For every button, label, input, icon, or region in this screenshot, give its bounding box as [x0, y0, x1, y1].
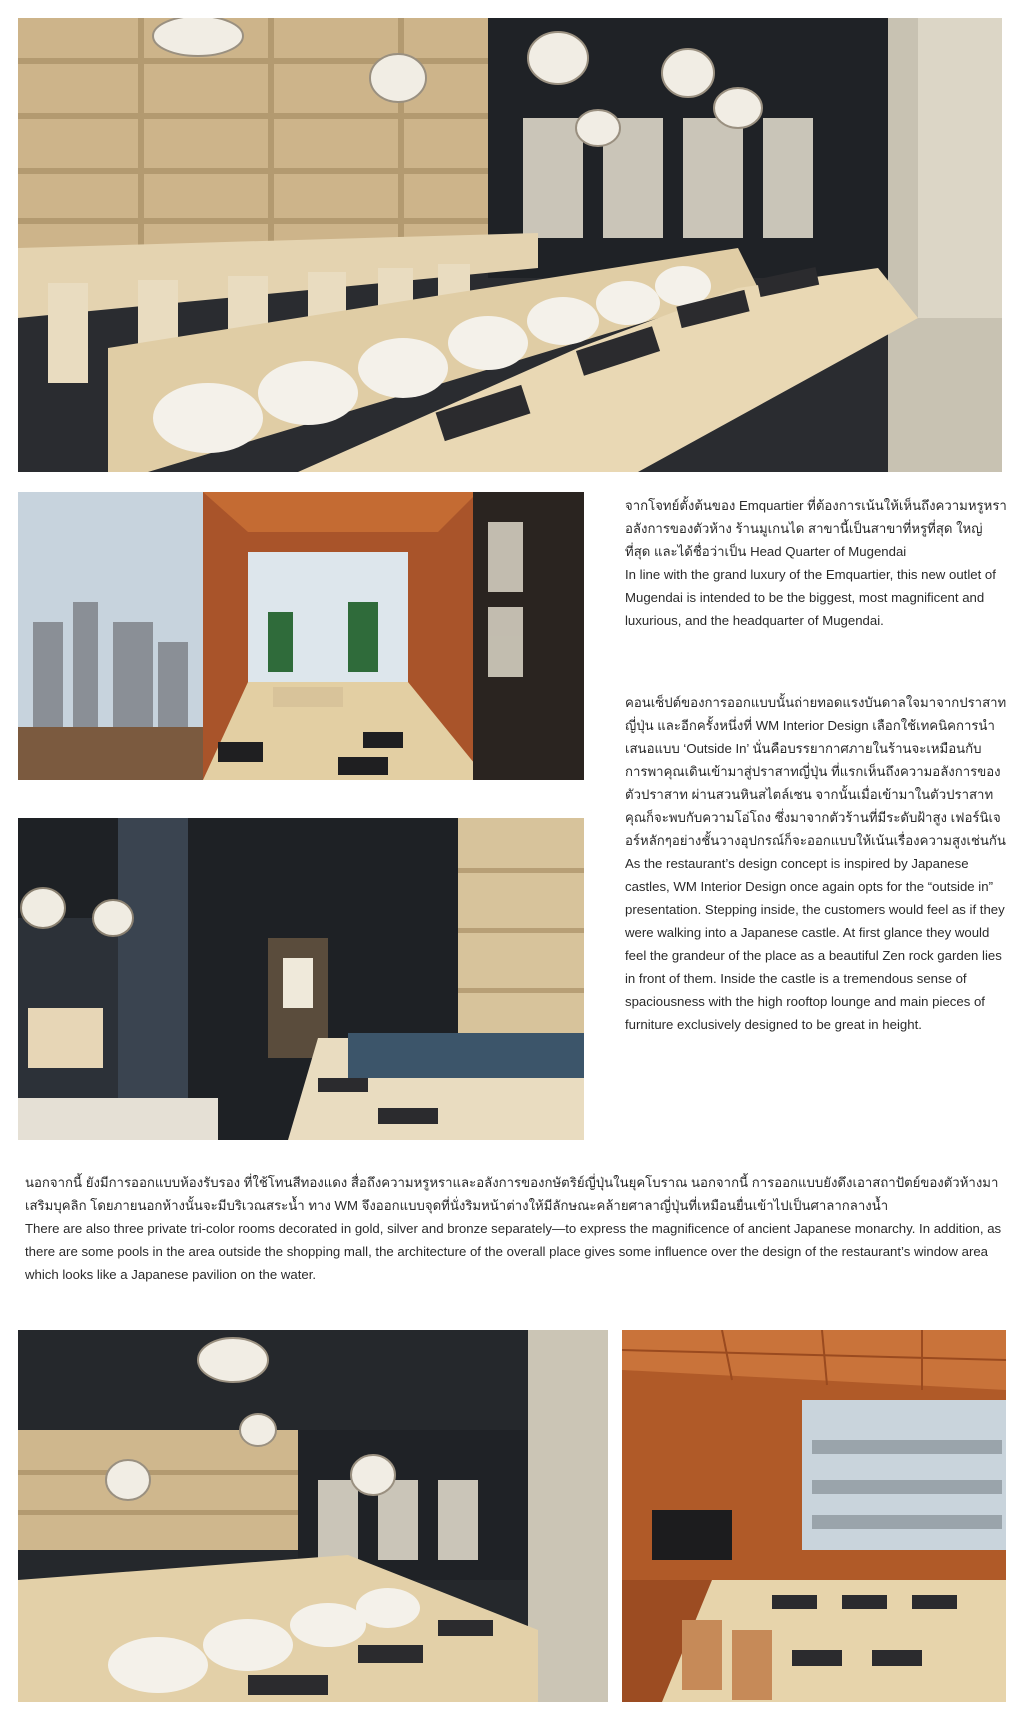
rooms-thai: นอกจากนี้ ยังมีการออกแบบห้องรับรอง ที่ใช้โทนสีทองแดง สื่อถึงความหรูหราและอลังการของกษัตริย์ญี่ปุ่นในยุคโบราณ นอกจากนี้ การออกแบบยังดึงเอาสถาปัตย์ของตัวห้างมาเสริมบุคลิก โดยภายนอกห้างนั้นจะมีบริเวณสระน้ำ ทาง WM จึงออกแบบจุดที่นั่งริมหน้าต่างให้มีลักษณะคล้ายศาลาญี่ปุ่นที่เหมือนยื่นเข้าไปเป็นศาลากลางน้ำ — [25, 1175, 999, 1213]
photo-main-dining-hall — [18, 18, 1002, 472]
intro-thai: จากโจทย์ตั้งต้นของ Emquartier ที่ต้องการเน้นให้เห็นถึงความหรูหรา อลังการของตัวห้าง ร้านมูเกนได สาขานี้เป็นสาขาที่หรูที่สุด ใหญ่ที่สุด และได้ชื่อว่าเป็น Head Quarter of Mugendai — [625, 498, 1007, 559]
concept-text — [625, 691, 1007, 1036]
intro-text — [625, 494, 1007, 632]
rooms-english: There are also three private tri-color rooms decorated in gold, silver and bronze separately—to express the magnificence of ancient Japanese monarchy. In addition, as there are some pools in the area outside the shopping mall, the architecture of the overall place gives some influence over the design of the restaurant’s window area which looks like a Japanese pavilion on the water. — [25, 1221, 1002, 1282]
photo-private-copper-room — [622, 1330, 1006, 1702]
concept-english: As the restaurant’s design concept is inspired by Japanese castles, WM Interior Design once again opts for the “outside in” presentation. Stepping inside, the customers would feel as if they were walking into a Japanese castle. At first glance they would feel the grandeur of the place as a beautiful Zen rock garden lies in front of them. Inside the castle is a tremendous sense of spaciousness with the high rooftop lounge and main pieces of furniture exclusively designed to be great in height. — [625, 856, 1005, 1032]
intro-english: In line with the grand luxury of the Emquartier, this new outlet of Mugendai is intended to be the biggest, most magnificent and luxurious, and the headquarter of Mugendai. — [625, 567, 996, 628]
photo-dining-hall-lanterns — [18, 1330, 608, 1702]
concept-thai: คอนเซ็ปต์ของการออกแบบนั้นถ่ายทอดแรงบันดาลใจมาจากปราสาทญี่ปุ่น และอีกครั้งหนึ่งที่ WM Interior Design เลือกใช้เทคนิคการนำเสนอแบบ ‘Outside In’ นั่นคือบรรยากาศภายในร้านจะเหมือนกับการพาคุณเดินเข้ามาสู่ปราสาทญี่ปุ่น ที่แรกเห็นถึงความอลังการของตัวปราสาท ผ่านสวนหินสไตล์เซน จากนั้นเมื่อเข้ามาในตัวปราสาท คุณก็จะพบกับความโอ่โถง ซึ่งมาจากตัวร้านที่มีระดับฝ้าสูง เฟอร์นิเจอร์หลักๆอย่างชั้นวางอุปกรณ์ก็จะออกแบบให้เน้นเรื่องความสูงเช่นกัน — [625, 695, 1007, 848]
rooms-text — [25, 1171, 1005, 1286]
photo-sushi-bar — [18, 818, 584, 1140]
photo-copper-window-room — [18, 492, 584, 780]
